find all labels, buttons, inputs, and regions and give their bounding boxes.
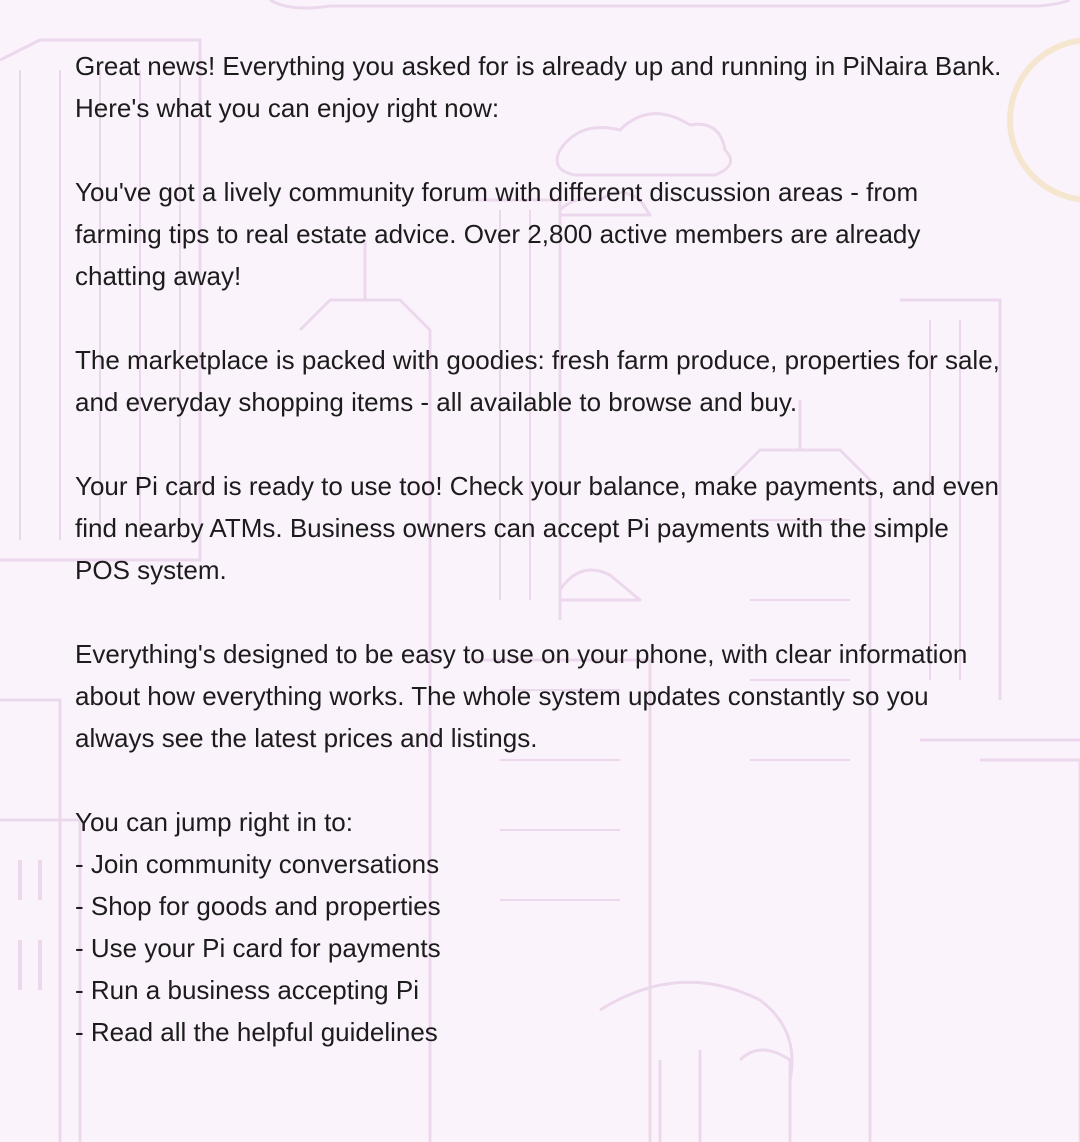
list-item: - Join community conversations — [75, 849, 440, 879]
intro-paragraph: Great news! Everything you asked for is already up and running in PiNaira Bank. Here's what you can enjoy right now: — [75, 51, 1002, 123]
community-paragraph: You've got a lively community forum with different discussion areas - from farming tips to real estate advice. Over 2,800 active members are already chatting away! — [75, 177, 921, 291]
list-item: - Read all the helpful guidelines — [75, 1017, 438, 1047]
list-item: - Run a business accepting Pi — [75, 975, 419, 1005]
design-paragraph: Everything's designed to be easy to use on your phone, with clear information about how everything works. The whole system updates constantly so you always see the latest prices and listings. — [75, 639, 968, 753]
marketplace-paragraph: The marketplace is packed with goodies: fresh farm produce, properties for sale, and everyday shopping items - all available to browse and buy. — [75, 345, 1000, 417]
feature-list — [75, 843, 1005, 1053]
pi-card-paragraph: Your Pi card is ready to use too! Check your balance, make payments, and even find nearby ATMs. Business owners can accept Pi payments with the simple POS system. — [75, 471, 1000, 585]
assistant-message — [75, 45, 1005, 1053]
list-item: - Use your Pi card for payments — [75, 933, 441, 963]
list-intro: You can jump right in to: — [75, 807, 353, 837]
list-item: - Shop for goods and properties — [75, 891, 441, 921]
